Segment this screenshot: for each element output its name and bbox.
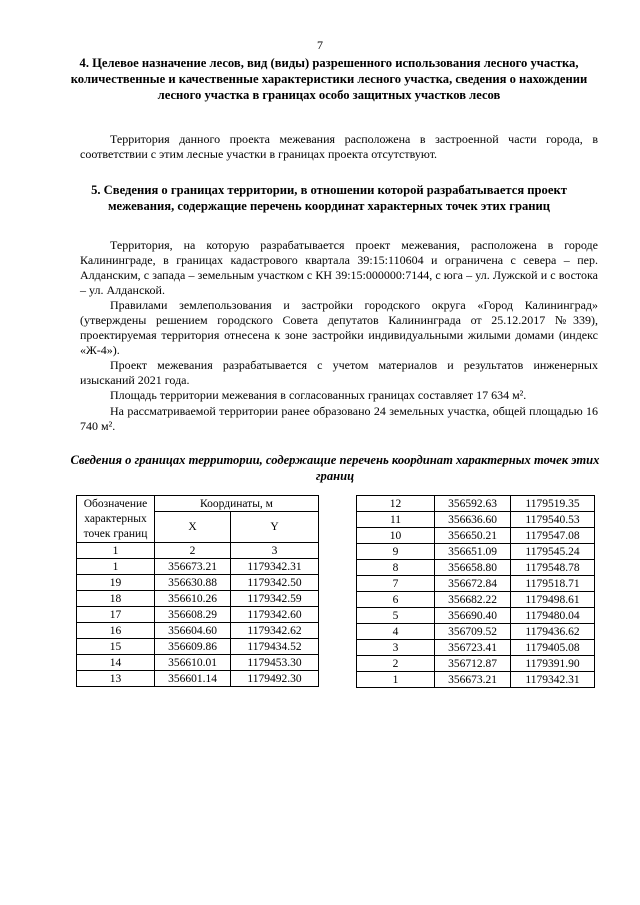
coord-y: 1179545.24 (511, 544, 595, 560)
coord-y: 1179405.08 (511, 640, 595, 656)
coord-y: 1179342.62 (231, 623, 319, 639)
point-id: 19 (77, 575, 155, 591)
table-row (77, 639, 319, 655)
coord-x: 356650.21 (435, 528, 511, 544)
table-row (357, 624, 595, 640)
coord-x: 356651.09 (435, 544, 511, 560)
coord-x: 356673.21 (435, 672, 511, 688)
point-id: 12 (357, 496, 435, 512)
table-row (357, 576, 595, 592)
section-5-heading: 5. Сведения о границах территории, в отношении которой разрабатывается проект межевания, содержащие перечень координат характерных точек этих границ (91, 183, 567, 213)
point-id: 11 (357, 512, 435, 528)
table-row (357, 656, 595, 672)
table-row (77, 623, 319, 639)
point-id: 9 (357, 544, 435, 560)
table-row (357, 640, 595, 656)
coord-x: 356690.40 (435, 608, 511, 624)
coord-y: 1179548.78 (511, 560, 595, 576)
point-id: 13 (77, 671, 155, 687)
coord-x: 356709.52 (435, 624, 511, 640)
coord-y: 1179342.31 (511, 672, 595, 688)
col-number: 2 (155, 543, 231, 559)
coord-x: 356609.86 (155, 639, 231, 655)
coord-y: 1179519.35 (511, 496, 595, 512)
table-row (357, 608, 595, 624)
coord-x: 356673.21 (155, 559, 231, 575)
point-id: 5 (357, 608, 435, 624)
table-row (357, 672, 595, 688)
paragraph-plots: На рассматриваемой территории ранее образовано 24 земельных участка, общей площадью 16 740 м². (80, 404, 598, 433)
coord-x: 356682.22 (435, 592, 511, 608)
header-x: X (155, 512, 231, 543)
coord-x: 356658.80 (435, 560, 511, 576)
page-number: 7 (317, 38, 323, 52)
coord-y: 1179498.61 (511, 592, 595, 608)
coord-y: 1179540.53 (511, 512, 595, 528)
col-number: 3 (231, 543, 319, 559)
coord-x: 356601.14 (155, 671, 231, 687)
coord-y: 1179342.59 (231, 591, 319, 607)
section-4-text: Территория данного проекта межевания расположена в застроенной части города, в соответствии с этим лесные участки в границах проекта отсутствуют. (80, 132, 598, 161)
point-id: 2 (357, 656, 435, 672)
point-id: 10 (357, 528, 435, 544)
point-id: 16 (77, 623, 155, 639)
coord-x: 356610.26 (155, 591, 231, 607)
coordinates-table-left (76, 495, 319, 687)
header-coordinates: Координаты, м (155, 496, 319, 512)
header-point-designation: Обозначение характерных точек границ (77, 496, 155, 543)
point-id: 3 (357, 640, 435, 656)
table-row (357, 560, 595, 576)
point-id: 18 (77, 591, 155, 607)
paragraph-zoning: Правилами землепользования и застройки городского округа «Город Калининград» (утверждены решением городского Совета депутатов Калининграда от 25.12.2017 №339), проектируемая территория отнесена к зоне застройки индивидуальными жилыми домами (индекс «Ж-4»). (80, 298, 598, 357)
coord-x: 356723.41 (435, 640, 511, 656)
point-id: 1 (357, 672, 435, 688)
paragraph-area: Площадь территории межевания в согласованных границах составляет 17 634 м². (110, 388, 527, 402)
coord-x: 356712.87 (435, 656, 511, 672)
point-id: 7 (357, 576, 435, 592)
paragraph-surveys: Проект межевания разрабатывается с учетом материалов и результатов инженерных изысканий 2021 года. (80, 358, 598, 387)
coord-x: 356672.84 (435, 576, 511, 592)
header-y: Y (231, 512, 319, 543)
col-number: 1 (77, 543, 155, 559)
coord-y: 1179518.71 (511, 576, 595, 592)
table-row (357, 512, 595, 528)
table-row (77, 559, 319, 575)
coord-y: 1179391.90 (511, 656, 595, 672)
coord-y: 1179342.50 (231, 575, 319, 591)
coord-x: 356604.60 (155, 623, 231, 639)
table-row (357, 528, 595, 544)
table-row (77, 607, 319, 623)
point-id: 6 (357, 592, 435, 608)
coord-x: 356636.60 (435, 512, 511, 528)
coord-y: 1179342.60 (231, 607, 319, 623)
point-id: 14 (77, 655, 155, 671)
table-row (77, 575, 319, 591)
coord-x: 356630.88 (155, 575, 231, 591)
coord-y: 1179492.30 (231, 671, 319, 687)
table-row (357, 496, 595, 512)
coord-y: 1179480.04 (511, 608, 595, 624)
point-id: 17 (77, 607, 155, 623)
point-id: 8 (357, 560, 435, 576)
table-row (357, 544, 595, 560)
coord-x: 356608.29 (155, 607, 231, 623)
coordinates-table-right (356, 495, 595, 688)
table-row (77, 591, 319, 607)
coord-x: 356610.01 (155, 655, 231, 671)
coord-y: 1179547.08 (511, 528, 595, 544)
paragraph-territory: Территория, на которую разрабатывается проект межевания, расположена в городе Калининграде, в границах кадастрового квартала 39:15:110604 и ограничена с севера – пер. Алданским, с запада – земельным участком с КН 39:15:000000:7144, с юга – ул. Лужской и с востока – ул. Алданской. (80, 238, 598, 297)
coord-y: 1179434.52 (231, 639, 319, 655)
point-id: 1 (77, 559, 155, 575)
coord-y: 1179342.31 (231, 559, 319, 575)
coord-x: 356592.63 (435, 496, 511, 512)
table-row (357, 592, 595, 608)
table-row (77, 671, 319, 687)
point-id: 15 (77, 639, 155, 655)
column-number-row (77, 543, 319, 559)
coord-y: 1179453.30 (231, 655, 319, 671)
coord-y: 1179436.62 (511, 624, 595, 640)
point-id: 4 (357, 624, 435, 640)
table-title: Сведения о границах территории, содержащие перечень координат характерных точек этих границ (70, 453, 600, 483)
section-4-heading: 4. Целевое назначение лесов, вид (виды) разрешенного использования лесного участка, количественные и качественные характеристики лесного участка, сведения о нахождении лесного участка в границах особо защитных участков лесов (70, 56, 588, 102)
table-row (77, 655, 319, 671)
